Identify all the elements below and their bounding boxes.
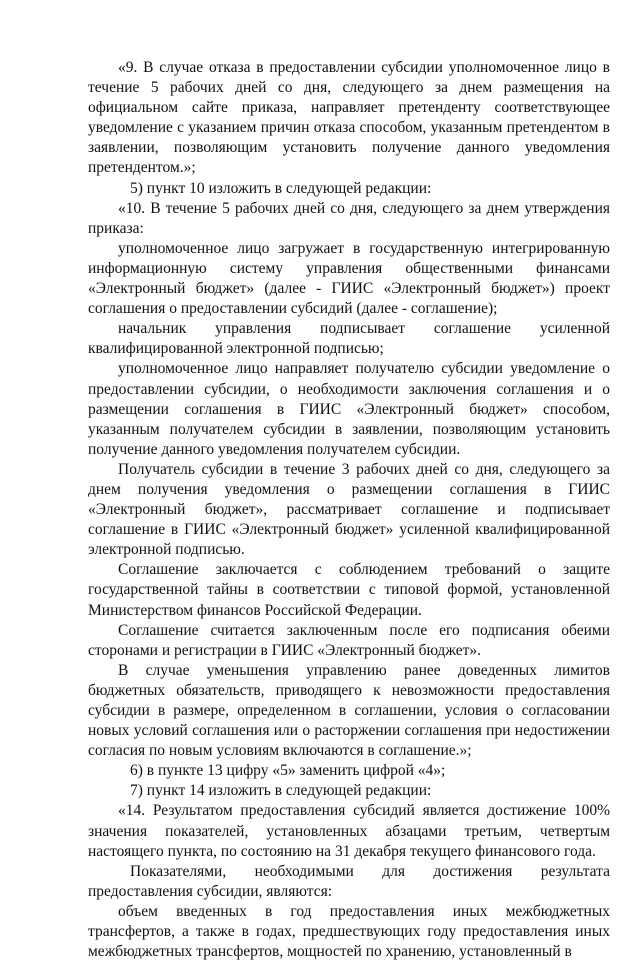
paragraph: 7) пункт 14 изложить в следующей редакции:: [130, 782, 432, 800]
paragraph: объем введенных в год предоставления иных межбюджетных трансфертов, а также в годах, предшествующих году предоставления иных межбюджетных трансфертов, мощностей по хранению, установленный в: [88, 902, 610, 961]
paragraph: Показателями, необходимыми для достижения результата предоставления субсидии, являются:: [88, 862, 610, 900]
paragraph: начальник управления подписывает соглашение усиленной квалифицированной электронной подписью;: [88, 320, 610, 358]
paragraph: 6) в пункте 13 цифру «5» заменить цифрой «4»;: [130, 762, 446, 780]
paragraph: В случае уменьшения управлению ранее доведенных лимитов бюджетных обязательств, приводящего к невозможности предоставления субсидии в размере, определенном в соглашении, условия о согласовании новых условий соглашения или о расторжении соглашения при недостижении согласия по новым условиям включаются в соглашение.»;: [88, 661, 610, 760]
paragraph: «10. В течение 5 рабочих дней со дня, следующего за днем утверждения приказа:: [88, 199, 610, 237]
paragraph: уполномоченное лицо направляет получателю субсидии уведомление о предоставлении субсидии, о необходимости заключения соглашения и о размещении соглашения в ГИИС «Электронный бюджет» способом, указанным получателем субсидии в заявлении, позволяющим установить получение данного уведомления получателем субсидии.: [88, 360, 610, 458]
paragraph: Получатель субсидии в течение 3 рабочих дней со дня, следующего за днем получения уведомления о размещении соглашения в ГИИС «Электронный бюджет», рассматривает соглашение и подписывает соглашение в ГИИС «Электронный бюджет» усиленной квалифицированной электронной подписью.: [88, 460, 610, 559]
paragraph: 5) пункт 10 изложить в следующей редакции:: [130, 179, 432, 197]
paragraph: Соглашение заключается с соблюдением требований о защите государственной тайны в соответствии с типовой формой, установленной Министерством финансов Российской Федерации.: [88, 561, 610, 619]
paragraph: Соглашение считается заключенным после его подписания обеими сторонами и регистрации в ГИИС «Электронный бюджет».: [88, 621, 610, 659]
document-page: [88, 58, 610, 962]
paragraph: «9. В случае отказа в предоставлении субсидии уполномоченное лицо в течение 5 рабочих дней со дня, следующего за днем размещения на официальном сайте приказа, направляет претенденту соответствующее уведомление с указанием причин отказа способом, указанным претендентом в заявлении, позволяющим установить получение данного уведомления претендентом.»;: [88, 59, 610, 177]
paragraph: уполномоченное лицо загружает в государственную интегрированную информационную систему управления общественными финансами «Электронный бюджет» (далее - ГИИС «Электронный бюджет») проект соглашения о предоставлении субсидий (далее - соглашение);: [88, 239, 610, 318]
paragraph: «14. Результатом предоставления субсидий является достижение 100% значения показателей, установленных абзацами третьим, четвертым настоящего пункта, по состоянию на 31 декабря текущего финансового года.: [88, 802, 610, 860]
